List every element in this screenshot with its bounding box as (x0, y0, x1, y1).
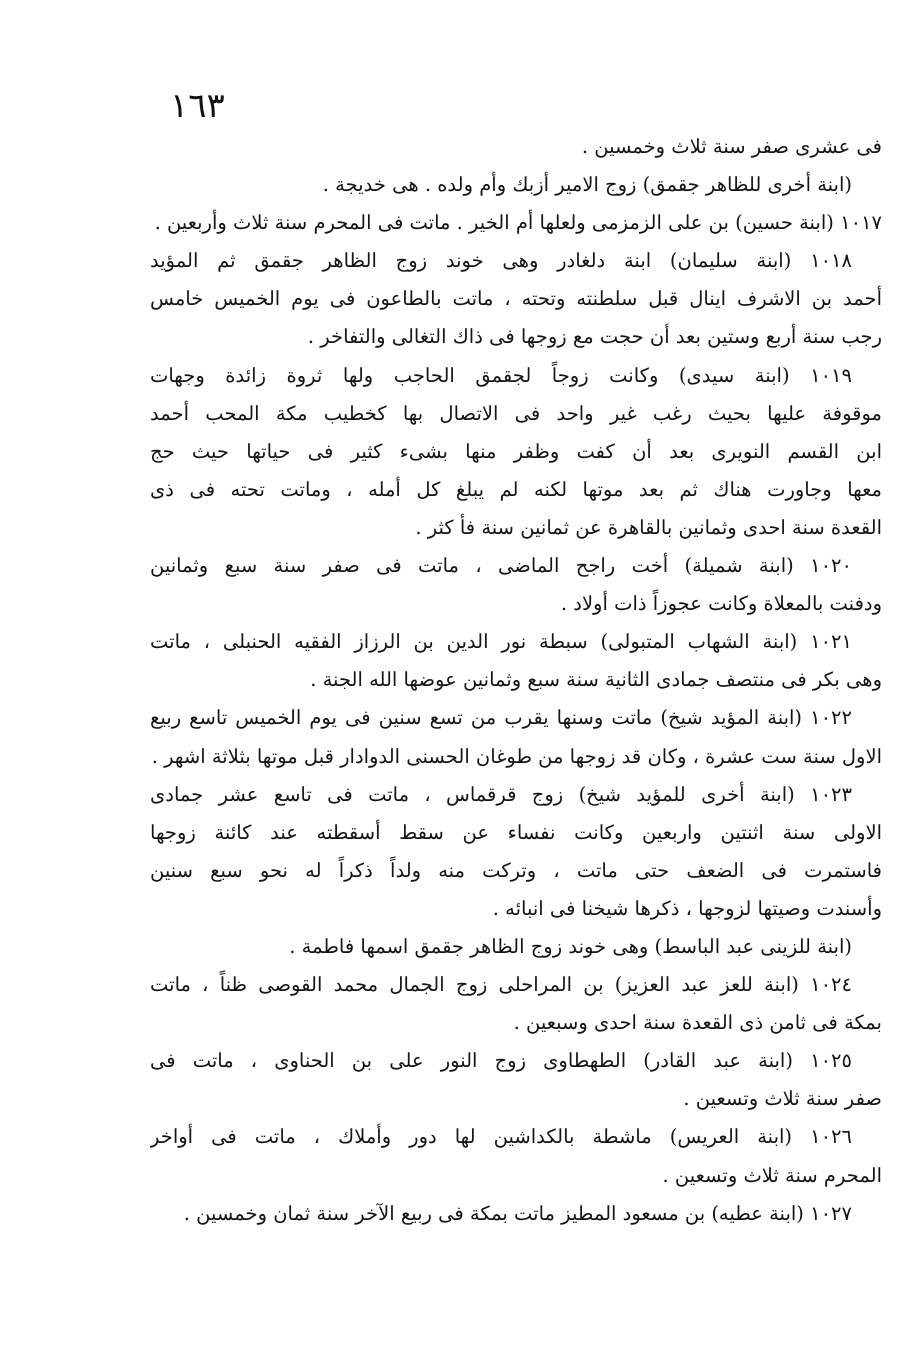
text-line: صفر سنة ثلاث وتسعين . (683, 1087, 882, 1111)
text-line: معها وجاورت هناك ثم بعد موتها لكنه لم يبلغ كل أمله ، وماتت تحته فى ذى (150, 477, 882, 501)
text-line: الاول سنة ست عشرة ، وكان قد زوجها من طوغان الحسنى الدوادار قبل موتها بثلاثة اشهر . (151, 744, 882, 768)
text-line: ١٠٢٤ (ابنة للعز عبد العزيز) بن المراحلى زوج الجمال محمد القوصى ظناً ، ماتت (150, 973, 852, 997)
text-line: موقوفة عليها بحيث رغب غير واحد فى الاتصال بها كخطيب مكة المحب أحمد (150, 401, 882, 425)
text-line: (ابنة للزينى عبد الباسط) وهى خوند زوج الظاهر جقمق اسمها فاطمة . (289, 934, 852, 958)
text-line: القعدة سنة احدى وثمانين بالقاهرة عن ثمانين سنة فأ كثر . (415, 515, 882, 539)
text-line: ١٠٢٥ (ابنة عبد القادر) الطهطاوى زوج النور على بن الحناوى ، ماتت فى (150, 1049, 852, 1073)
text-line: ١٠٢٧ (ابنة عطيه) بن مسعود المطيز ماتت بمكة فى ربيع الآخر سنة ثمان وخمسين . (183, 1201, 852, 1225)
text-line: وهى بكر فى منتصف جمادى الثانية سنة سبع وثمانين عوضها الله الجنة . (310, 668, 882, 692)
text-line: ١٠٢٣ (ابنة أخرى للمؤيد شيخ) زوج قرقماس ، ماتت فى تاسع عشر جمادى (150, 782, 852, 806)
text-line: ١٠٢٠ (ابنة شميلة) أخت راجح الماضى ، ماتت فى صفر سنة سبع وثمانين (150, 554, 852, 578)
text-line: وأسندت وصيتها لزوجها ، ذكرها شيخنا فى انبائه . (492, 896, 882, 920)
text-line: ١٠٢٦ (ابنة العريس) ماشطة بالكداشين لها دور وأملاك ، ماتت فى أواخر (150, 1125, 852, 1149)
text-line: أحمد بن الاشرف اينال قبل سلطنته وتحته ، ماتت بالطاعون فى يوم الخميس خامس (150, 287, 882, 311)
page-number: ١٦٣ (170, 86, 225, 126)
text-line: ١٠٢١ (ابنة الشهاب المتبولى) سبطة نور الدين بن الرزاز الفقيه الحنبلى ، ماتت (150, 630, 852, 654)
body-text (150, 128, 882, 1233)
text-line: (ابنة أخرى للظاهر جقمق) زوج الامير أزبك وأم ولده . هى خديجة . (322, 173, 852, 197)
text-line: ودفنت بالمعلاة وكانت عجوزاً ذات أولاد . (560, 592, 882, 616)
text-line: رجب سنة أربع وستين بعد أن حجت مع زوجها فى ذاك التغالى والتفاخر . (307, 325, 882, 349)
text-line: بمكة فى ثامن ذى القعدة سنة احدى وسبعين . (513, 1011, 882, 1035)
text-line: ١٠١٧ (ابنة حسين) بن على الزمزمى ولعلها أم الخير . ماتت فى المحرم سنة ثلاث وأربعين . (154, 211, 882, 235)
text-line: فاستمرت فى الضعف حتى ماتت ، وتركت منه ولداً ذكراً له نحو سبع سنين (150, 858, 882, 882)
text-line: المحرم سنة ثلاث وتسعين . (662, 1163, 882, 1187)
text-line: ١٠١٩ (ابنة سيدى) وكانت زوجاً لجقمق الحاجب ولها ثروة زائدة وجهات (150, 363, 852, 387)
text-line: ابن القسم النويرى بعد أن كفت وظفر منها بشىء كثير فى حياتها حيث حج (150, 439, 882, 463)
text-line: ١٠٢٢ (ابنة المؤيد شيخ) ماتت وسنها يقرب من تسع سنين فى يوم الخميس تاسع ربيع (150, 706, 852, 730)
text-line: فى عشرى صفر سنة ثلاث وخمسين . (581, 135, 882, 158)
text-line: ١٠١٨ (ابنة سليمان) ابنة دلغادر وهى خوند زوج الظاهر جقمق ثم المؤيد (150, 249, 852, 273)
text-line: الاولى سنة اثنتين واربعين وكانت نفساء عن سقط أسقطته عند كائنة زوجها (150, 820, 882, 844)
